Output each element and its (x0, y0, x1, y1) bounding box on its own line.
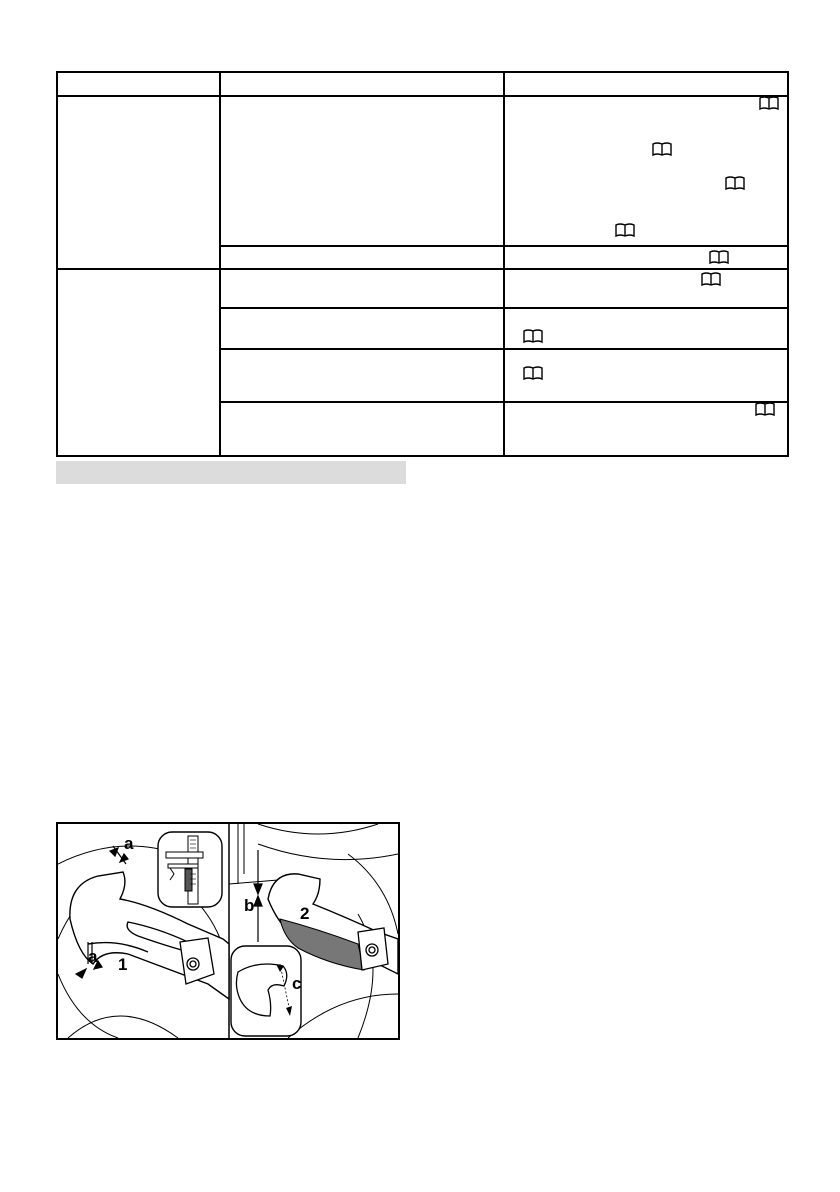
column-divider-1 (219, 73, 221, 455)
dimension-label-c: c (292, 974, 302, 993)
dimension-label-b: b (244, 896, 255, 915)
open-book-icon (523, 329, 543, 343)
header-separator (58, 95, 787, 97)
open-book-icon (652, 142, 672, 156)
blade-inspection-figure (56, 822, 400, 1040)
part-label-2: 2 (300, 904, 310, 923)
dimension-label-a-top: a (124, 834, 134, 853)
row-separator-4 (219, 401, 787, 403)
row-separator-3 (219, 348, 787, 350)
troubleshooting-table (56, 71, 789, 457)
part-label-1: 1 (118, 955, 128, 974)
open-book-icon (709, 250, 729, 264)
open-book-icon (523, 366, 543, 380)
open-book-icon (759, 96, 779, 110)
blade-illustration (58, 824, 398, 1038)
column-divider-2 (503, 73, 505, 455)
open-book-icon (755, 402, 775, 416)
open-book-icon (615, 223, 635, 237)
open-book-icon (725, 176, 745, 190)
row-separator-1 (219, 245, 787, 247)
open-book-icon (701, 272, 721, 286)
group-separator (58, 268, 787, 270)
section-heading-bar (56, 461, 406, 484)
row-separator-2 (219, 307, 787, 309)
dimension-label-a-bottom: a (88, 947, 98, 966)
